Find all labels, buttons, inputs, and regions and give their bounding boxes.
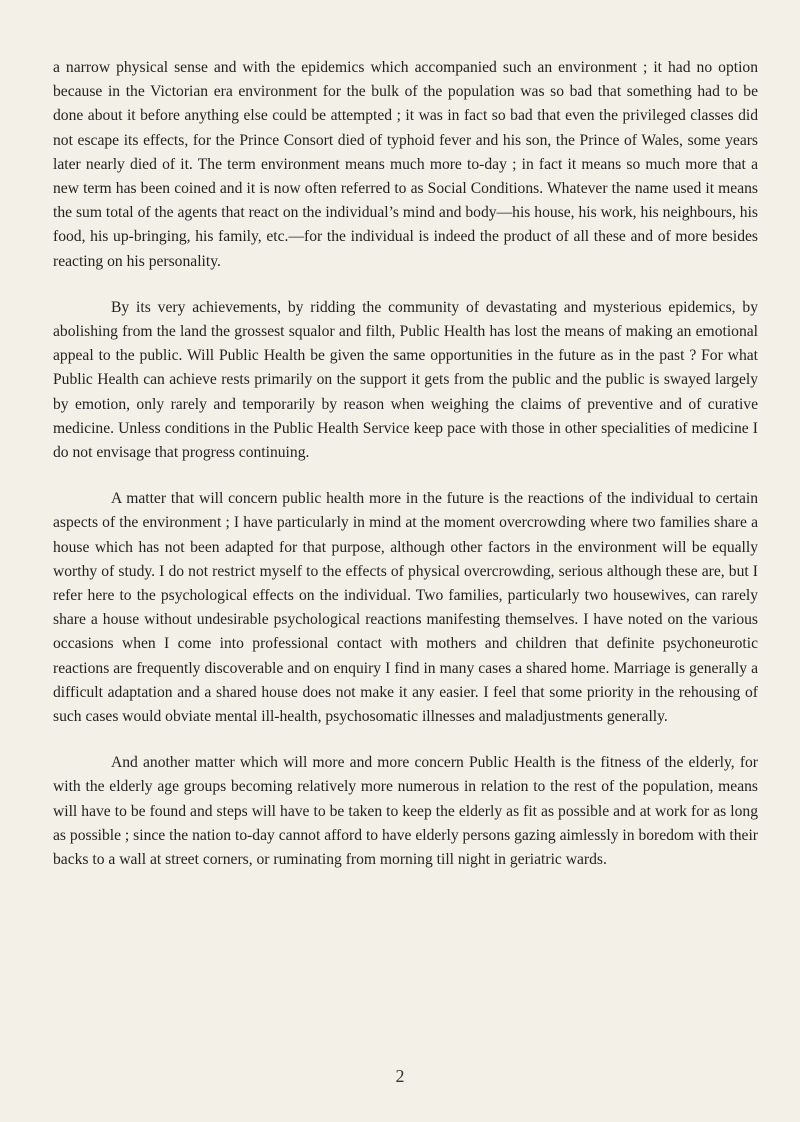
page-number: 2 (395, 1066, 405, 1086)
paragraph-3: A matter that will concern public health more in the future is the reactions of the individual to certain aspects of the environment ; I have particularly in mind at the moment overcrowding where two families share a house which has not been adapted for that purpose, although other factors in the environment will be equally worthy of study. I do not restrict myself to the effects of physical overcrowding, serious although these are, but I refer here to the psychological effects on the individual. Two families, particularly two housewives, can rarely share a house without undesirable psychological reactions manifesting themselves. I have noted on the various occasions when I come into professional contact with mothers and children that definite psychoneurotic reactions are frequently discoverable and on enquiry I find in many cases a shared home. Marriage is generally a difficult adaptation and a shared house does not make it any easier. I feel that some priority in the rehousing of such cases would obviate mental ill-health, psychosomatic illnesses and maladjustments generally. (53, 490, 758, 726)
paragraph-gap (53, 729, 758, 751)
paragraph-4: And another matter which will more and more concern Public Health is the fitness of the elderly, for with the elderly age groups becoming relatively more numerous in relation to the rest of the population, means will have to be found and steps will have to be taken to keep the elderly as fit as possible and at work for as long as possible ; since the nation to-day cannot afford to have elderly persons gazing aimlessly in boredom with their backs to a wall at street corners, or ruminating from morning till night in geriatric wards. (53, 754, 758, 869)
paragraph-gap (53, 274, 758, 296)
paragraph-2: By its very achievements, by ridding the community of devastating and mysterious epidemics, by abolishing from the land the grossest squalor and filth, Public Health has lost the means of making an emotional appeal to the public. Will Public Health be given the same opportunities in the future as in the past ? For what Public Health can achieve rests primarily on the support it gets from the public and the public is swayed largely by emotion, only rarely and temporarily by reason when weighing the claims of preventive and of curative medicine. Unless conditions in the Public Health Service keep pace with those in other specialities of medicine I do not envisage that progress continuing. (53, 298, 758, 462)
paragraph-gap (53, 465, 758, 487)
paragraph-1: a narrow physical sense and with the epidemics which accompanied such an environment ; it had no option because in the Victorian era environment for the bulk of the population was so bad that something had to be done about it before anything else could be attempted ; it was in fact so bad that even the privileged classes did not escape its effects, for the Prince Consort died of typhoid fever and his son, the Prince of Wales, some years later nearly died of it. The term environment means much more to-day ; in fact it means so much more that a new term has been coined and it is now often referred to as Social Conditions. Whatever the name used it means the sum total of the agents that react on the individual’s mind and body—his house, his work, his neighbours, his food, his up-bringing, his family, etc.—for the individual is indeed the product of all these and of more besides reacting on his personality. (53, 59, 758, 270)
